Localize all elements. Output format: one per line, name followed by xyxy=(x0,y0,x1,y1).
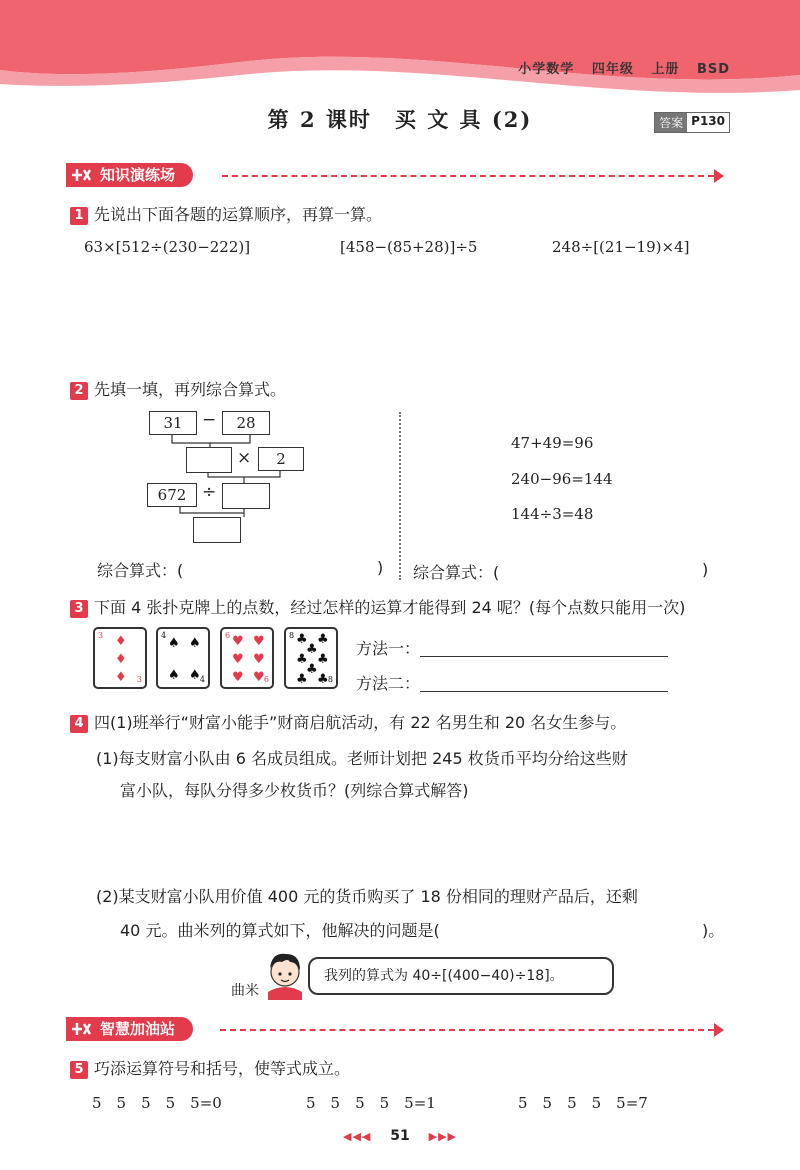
sparkle-icon xyxy=(70,1020,94,1038)
equation-2: 5 5 5 5 5=1 xyxy=(306,1094,436,1112)
equation-3: 5 5 5 5 5=7 xyxy=(518,1094,648,1112)
answer-tag-label: 答案 xyxy=(655,113,687,132)
q4-part2-close: )。 xyxy=(702,921,725,940)
question-number: 5 xyxy=(70,1061,88,1079)
flow-box-blank-1[interactable] xyxy=(186,447,232,473)
heart-icon: ♥ xyxy=(253,634,265,649)
question-number: 1 xyxy=(70,207,88,225)
playing-card-6-hearts xyxy=(220,627,274,689)
expression-1: 63×[512÷(230−222)] xyxy=(84,238,251,256)
boy-avatar-icon xyxy=(262,948,308,1000)
diamond-icon: ♦ xyxy=(115,634,127,649)
combined-answer-right-close: ) xyxy=(702,560,709,579)
equation-1: 5 5 5 5 5=0 xyxy=(92,1094,222,1112)
expression-2: [458−(85+28)]÷5 xyxy=(340,238,478,256)
question-number: 3 xyxy=(70,600,88,618)
heart-icon: ♥ xyxy=(232,670,244,685)
q4-part1-line2: 富小队，每队分得多少枚货币？(列综合算式解答) xyxy=(120,781,469,800)
question-prompt: 下面 4 张扑克牌上的点数，经过怎样的运算才能得到 24 呢？(每个点数只能用一次) xyxy=(94,598,686,617)
method-2-answer-line[interactable] xyxy=(420,691,668,692)
step-line-1: 47+49=96 xyxy=(511,434,594,452)
combined-answer-right[interactable] xyxy=(413,560,499,583)
flow-op-div: ÷ xyxy=(202,482,217,502)
spade-icon: ♠ xyxy=(189,668,201,683)
section-title-practice xyxy=(66,163,193,187)
playing-card-3-diamonds xyxy=(93,627,147,689)
header-subject: 小学数学 xyxy=(518,62,575,77)
question-1 xyxy=(70,202,382,225)
club-icon: ♣ xyxy=(296,632,308,647)
question-prompt: 先说出下面各题的运算顺序，再算一算。 xyxy=(94,205,383,224)
flow-box-a: 31 xyxy=(149,411,197,435)
heart-icon: ♥ xyxy=(232,634,244,649)
section-title-advanced-text: 智慧加油站 xyxy=(100,1020,176,1038)
heart-icon: ♥ xyxy=(253,652,265,667)
spade-icon: ♠ xyxy=(168,636,180,651)
diamond-icon: ♦ xyxy=(115,652,127,667)
header-grade: 四年级 xyxy=(591,62,634,77)
club-icon: ♣ xyxy=(296,652,308,667)
question-5 xyxy=(70,1056,350,1079)
speaker-name: 曲米 xyxy=(231,983,259,999)
card-rank: 6 xyxy=(225,631,231,640)
section-title-advanced xyxy=(66,1017,193,1041)
diamond-icon: ♦ xyxy=(115,670,127,685)
question-prompt: 巧添运算符号和括号，使等式成立。 xyxy=(94,1059,351,1078)
flow-box-blank-2[interactable] xyxy=(222,483,270,509)
question-4 xyxy=(70,710,626,733)
card-rank: 4 xyxy=(199,675,205,684)
club-icon: ♣ xyxy=(317,632,329,647)
question-number: 4 xyxy=(70,715,88,733)
flow-box-d: 672 xyxy=(147,483,197,507)
card-rank: 8 xyxy=(289,631,295,640)
card-rank: 3 xyxy=(136,675,142,684)
flow-box-b: 28 xyxy=(222,411,270,435)
card-rank: 8 xyxy=(327,675,333,684)
club-icon: ♣ xyxy=(317,652,329,667)
combined-answer-label: 综合算式：( xyxy=(413,563,500,582)
arrow-right-icon xyxy=(714,1023,724,1037)
arrows-left-icon: ◀◀◀ xyxy=(342,1130,372,1143)
method-1-label: 方法一： xyxy=(356,639,421,658)
combined-answer-label: 综合算式：( xyxy=(97,561,184,580)
section-banner-advanced xyxy=(66,1016,193,1042)
section-divider xyxy=(222,175,714,177)
expression-3: 248÷[(21−19)×4] xyxy=(552,238,690,256)
club-icon: ♣ xyxy=(306,642,318,657)
step-line-2: 240−96=144 xyxy=(511,470,613,488)
page-footer xyxy=(0,1128,800,1144)
playing-card-4-spades xyxy=(156,627,210,689)
header-band xyxy=(0,0,800,95)
flow-op-minus: − xyxy=(202,410,217,430)
club-icon: ♣ xyxy=(296,672,308,687)
arrows-right-icon: ▶▶▶ xyxy=(428,1130,457,1143)
combined-answer-left-close: ) xyxy=(377,558,384,577)
speech-bubble: 我列的算式为 40÷[(400−40)÷18]。 xyxy=(308,957,614,995)
answer-tag xyxy=(654,112,730,133)
section-banner-practice xyxy=(66,162,193,188)
flow-box-blank-3[interactable] xyxy=(193,517,241,543)
q4-part1-line1: (1)每支财富小队由 6 名成员组成。老师计划把 245 枚货币平均分给这些财 xyxy=(96,749,628,768)
page-number: 51 xyxy=(390,1128,410,1144)
section-title-practice-text: 知识演练场 xyxy=(100,166,176,184)
question-3 xyxy=(70,595,685,618)
step-line-3: 144÷3=48 xyxy=(511,505,594,523)
q4-part2-line2: 40 元。曲米列的算式如下，他解决的问题是( xyxy=(120,921,440,940)
question-number: 2 xyxy=(70,382,88,400)
column-divider xyxy=(399,412,401,580)
lesson-title: 第 2 课时 买 文 具 (2) xyxy=(267,107,533,132)
method-1-answer-line[interactable] xyxy=(420,656,668,657)
header-edition: BSD xyxy=(696,62,730,77)
spade-icon: ♠ xyxy=(189,636,201,651)
card-rank: 6 xyxy=(263,675,269,684)
club-icon: ♣ xyxy=(306,662,318,677)
question-prompt: 四(1)班举行“财富小能手”财商启航活动，有 22 名男生和 20 名女生参与。 xyxy=(94,713,627,732)
question-2 xyxy=(70,377,286,400)
method-2-label: 方法二： xyxy=(356,674,421,693)
sparkle-icon xyxy=(70,166,94,184)
flow-box-c: 2 xyxy=(258,447,304,471)
header-volume: 上册 xyxy=(651,62,680,77)
spade-icon: ♠ xyxy=(168,668,180,683)
section-divider xyxy=(220,1029,714,1031)
q4-part2-line1: (2)某支财富小队用价值 400 元的货币购买了 18 份相同的理财产品后，还剩 xyxy=(96,887,638,906)
heart-icon: ♥ xyxy=(253,670,265,685)
heart-icon: ♥ xyxy=(232,652,244,667)
question-prompt: 先填一填，再列综合算式。 xyxy=(94,380,287,399)
answer-tag-page: P130 xyxy=(691,114,725,128)
playing-card-8-clubs xyxy=(284,627,338,689)
card-rank: 4 xyxy=(161,631,167,640)
combined-answer-left[interactable] xyxy=(97,558,183,581)
arrow-right-icon xyxy=(714,169,724,183)
card-rank: 3 xyxy=(98,631,104,640)
header-info xyxy=(506,58,730,77)
flow-op-times: × xyxy=(237,448,252,468)
club-icon: ♣ xyxy=(317,672,329,687)
